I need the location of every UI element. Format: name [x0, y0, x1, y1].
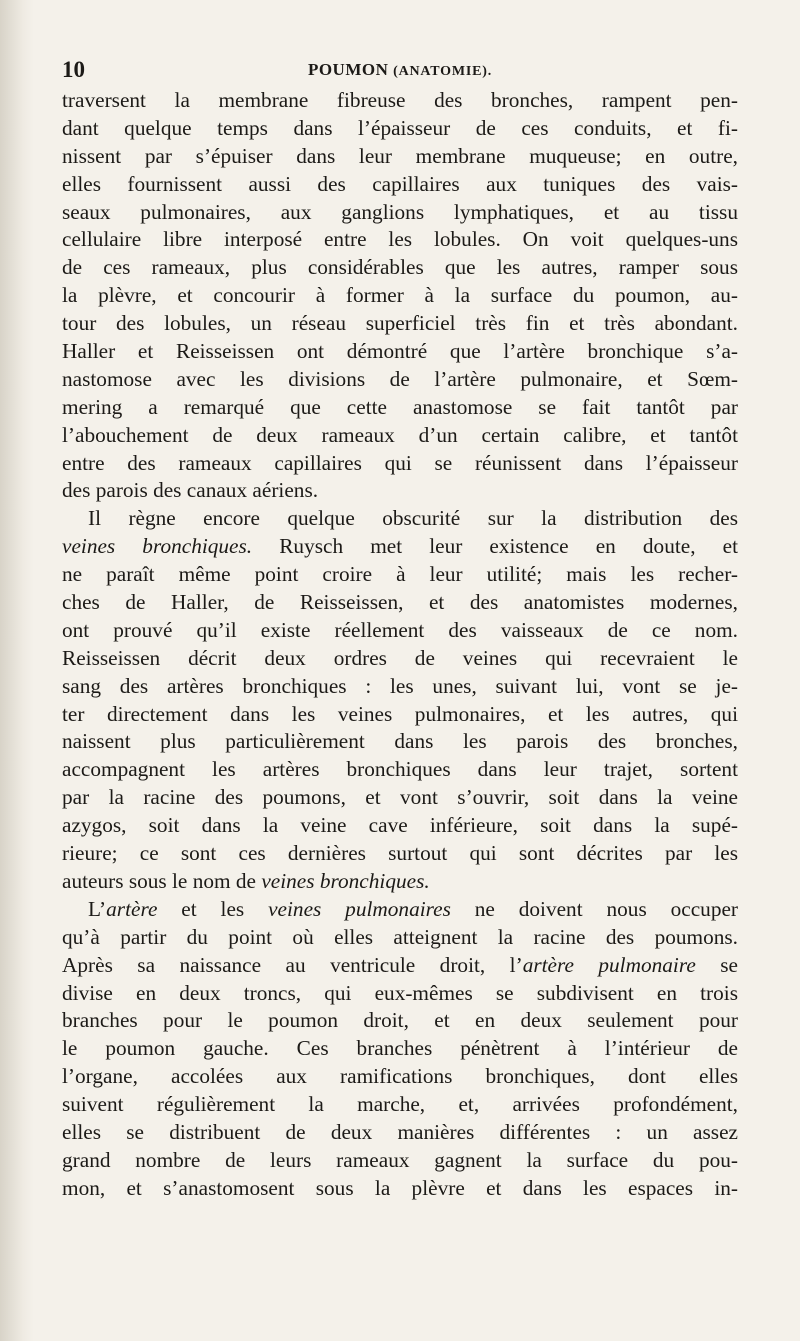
paragraph-start-line: L’artère et les veines pulmonaires ne doivent nous occuper	[88, 896, 739, 921]
text-line: Après sa naissance au ventricule droit, l’artère pulmonaire se	[62, 952, 738, 977]
text-line: nissent par s’épuiser dans leur membrane muqueuse; en outre,	[62, 143, 738, 168]
text-line: rieure; ce sont ces dernières surtout qui sont décrites par les	[62, 841, 738, 866]
text-line: la plèvre, et concourir à former à la surface du poumon, au-	[62, 283, 738, 308]
text-line: le poumon gauche. Ces branches pénètrent à l’intérieur de	[62, 1036, 738, 1061]
body-text	[62, 87, 738, 1203]
text-line: nastomose avec les divisions de l’artère pulmonaire, et Sœm-	[62, 366, 738, 391]
text-line: elles fournissent aussi des capillaires aux tuniques des vais-	[62, 171, 738, 196]
text-line: mon, et s’anastomosent sous la plèvre et dans les espaces in-	[62, 1175, 738, 1200]
text-line: ont prouvé qu’il existe réellement des vaisseaux de ce nom.	[62, 617, 738, 642]
page-gutter-shadow	[0, 0, 34, 1341]
text-line: par la racine des poumons, et vont s’ouvrir, soit dans la veine	[62, 785, 738, 810]
text-line: des parois des canaux aériens.	[62, 478, 319, 503]
paragraph-start-line: Il règne encore quelque obscurité sur la distribution des	[88, 506, 738, 531]
running-head	[62, 60, 738, 80]
text-line: ches de Haller, de Reisseissen, et des anatomistes modernes,	[62, 590, 738, 615]
text-line: de ces rameaux, plus considérables que les autres, ramper sous	[62, 255, 738, 280]
page-number: 10	[62, 57, 85, 82]
text-line: veines bronchiques. Ruysch met leur existence en doute, et	[62, 534, 739, 559]
text-line: naissent plus particulièrement dans les parois des bronches,	[62, 729, 738, 754]
page-header	[62, 57, 738, 87]
text-line: cellulaire libre interposé entre les lobules. On voit quelques-uns	[62, 227, 738, 252]
text-line: dant quelque temps dans l’épaisseur de ces conduits, et fi-	[62, 115, 738, 140]
text-line: ter directement dans les veines pulmonaires, et les autres, qui	[62, 701, 738, 726]
text-line: qu’à partir du point où elles atteignent la racine des poumons.	[62, 924, 738, 949]
text-line: suivent régulièrement la marche, et, arrivées profondément,	[62, 1092, 738, 1117]
running-head-subtitle: (ANATOMIE).	[393, 64, 493, 79]
text-line: l’abouchement de deux rameaux d’un certain calibre, et tantôt	[62, 422, 738, 447]
text-line: sang des artères bronchiques : les unes, suivant lui, vont se je-	[62, 673, 738, 698]
text-line: traversent la membrane fibreuse des bronches, rampent pen-	[62, 88, 738, 112]
italic-term: veines pulmonaires	[268, 896, 451, 921]
text-line: divise en deux troncs, qui eux-mêmes se subdivisent en trois	[62, 980, 738, 1005]
italic-term: artère pulmonaire	[522, 952, 696, 977]
italic-term: veines bronchiques.	[261, 868, 430, 893]
text-line: entre des rameaux capillaires qui se réunissent dans l’épaisseur	[62, 450, 738, 475]
text-line: tour des lobules, un réseau superficiel très fin et très abondant.	[62, 311, 738, 336]
text-line: branches pour le poumon droit, et en deux seulement pour	[62, 1008, 738, 1033]
text-line: accompagnent les artères bronchiques dans leur trajet, sortent	[62, 757, 738, 782]
text-line: ne paraît même point croire à leur utilité; mais les recher-	[62, 562, 738, 587]
text-line: seaux pulmonaires, aux ganglions lymphatiques, et au tissu	[62, 199, 738, 224]
italic-term: veines bronchiques.	[62, 534, 253, 559]
text-line: grand nombre de leurs rameaux gagnent la surface du pou-	[62, 1147, 738, 1172]
text-line: l’organe, accolées aux ramifications bronchiques, dont elles	[62, 1064, 738, 1089]
text-line: Reisseissen décrit deux ordres de veines qui recevraient le	[62, 645, 738, 670]
text-line: azygos, soit dans la veine cave inférieure, soit dans la supé-	[62, 813, 738, 838]
text-line: auteurs sous le nom de veines bronchiques.	[62, 868, 430, 893]
italic-term: artère	[106, 896, 158, 921]
running-head-title: POUMON	[307, 60, 389, 79]
text-line: elles se distribuent de deux manières différentes : un assez	[62, 1119, 738, 1144]
text-line: Haller et Reisseissen ont démontré que l’artère bronchique s’a-	[62, 339, 738, 364]
text-line: mering a remarqué que cette anastomose se fait tantôt par	[62, 394, 738, 419]
